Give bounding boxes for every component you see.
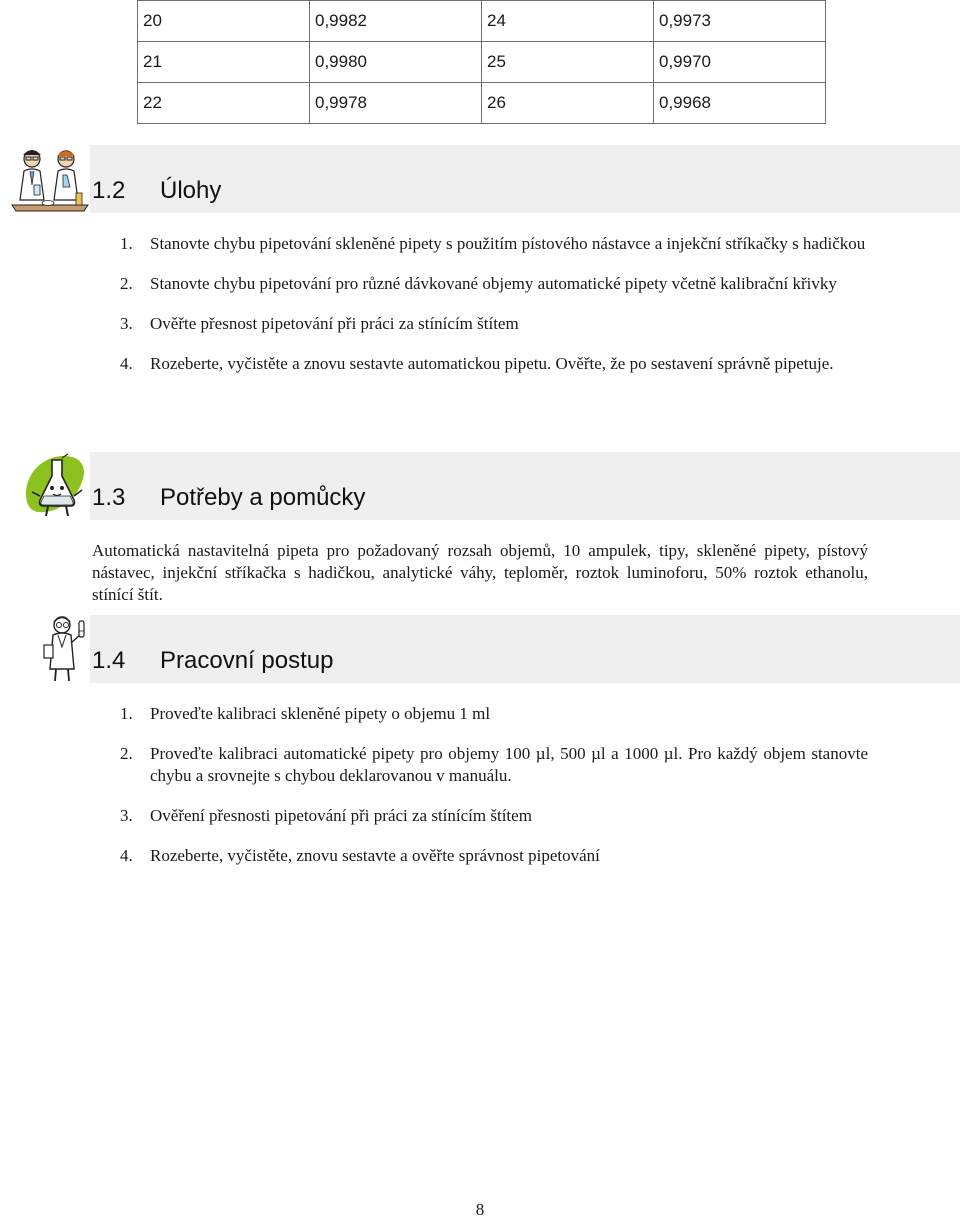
list-number: 4.	[120, 354, 133, 373]
list-number: 4.	[120, 846, 133, 865]
list-number: 2.	[120, 274, 133, 293]
table-cell: 0,9968	[654, 83, 826, 124]
scientist-holding-tube-icon	[42, 613, 90, 683]
table-cell: 0,9980	[310, 42, 482, 83]
list-item	[118, 743, 868, 787]
list-item-text: Stanovte chybu pipetování skleněné pipety s použitím pístového nástavce a injekční stříkačky s hadičkou	[150, 234, 866, 253]
table-cell: 22	[138, 83, 310, 124]
table-row	[138, 83, 826, 124]
list-number: 3.	[120, 314, 133, 333]
flask-character-icon	[22, 452, 90, 520]
section-number: 1.4	[92, 647, 126, 674]
table-row	[138, 1, 826, 42]
list-item-text: Proveďte kalibraci automatické pipety pro objemy 100 µl, 500 µl a 1000 µl. Pro každý objem stanovte chybu a srovnejte s chybou deklarovanou v manuálu.	[150, 744, 868, 785]
list-item-text: Rozeberte, vyčistěte, znovu sestavte a ověřte správnost pipetování	[150, 846, 600, 865]
section-number: 1.2	[92, 177, 126, 204]
section-title: Potřeby a pomůcky	[160, 484, 366, 511]
table-cell: 0,9970	[654, 42, 826, 83]
procedure-list	[118, 703, 868, 867]
list-item	[118, 845, 868, 867]
section-title: Úlohy	[160, 177, 222, 204]
table-cell: 25	[482, 42, 654, 83]
list-number: 2.	[120, 744, 133, 763]
table-cell: 26	[482, 83, 654, 124]
table-cell: 0,9973	[654, 1, 826, 42]
table-cell: 24	[482, 1, 654, 42]
list-item-text: Ověřte přesnost pipetování při práci za stínícím štítem	[150, 314, 519, 333]
section-number: 1.3	[92, 484, 126, 511]
density-table	[137, 0, 826, 124]
equipment-paragraph: Automatická nastavitelná pipeta pro požadovaný rozsah objemů, 10 ampulek, tipy, skleněné pipety, pístový nástavec, injekční stříkačka s hadičkou, analytické váhy, teploměr, roztok luminoforu, 50% roztok ethanolu, stínící štít.	[92, 541, 868, 604]
page-number: 8	[475, 1200, 485, 1219]
table-cell: 20	[138, 1, 310, 42]
table-row	[138, 42, 826, 83]
list-item	[118, 273, 868, 295]
list-item-text: Ověření přesnosti pipetování při práci za stínícím štítem	[150, 806, 532, 825]
list-item	[118, 353, 868, 375]
two-scientists-icon	[10, 145, 90, 213]
list-item-text: Proveďte kalibraci skleněné pipety o objemu 1 ml	[150, 704, 491, 723]
list-item	[118, 703, 868, 725]
list-number: 1.	[120, 704, 133, 723]
tasks-list	[118, 233, 868, 375]
list-number: 1.	[120, 234, 133, 253]
list-item	[118, 805, 868, 827]
list-item-text: Rozeberte, vyčistěte a znovu sestavte automatickou pipetu. Ověřte, že po sestavení správně pipetuje.	[150, 354, 834, 373]
section-title: Pracovní postup	[160, 647, 334, 674]
list-item	[118, 233, 868, 255]
list-item	[118, 313, 868, 335]
list-item-text: Stanovte chybu pipetování pro různé dávkované objemy automatické pipety včetně kalibrační křivky	[150, 274, 837, 293]
table-cell: 0,9978	[310, 83, 482, 124]
table-cell: 0,9982	[310, 1, 482, 42]
list-number: 3.	[120, 806, 133, 825]
table-cell: 21	[138, 42, 310, 83]
